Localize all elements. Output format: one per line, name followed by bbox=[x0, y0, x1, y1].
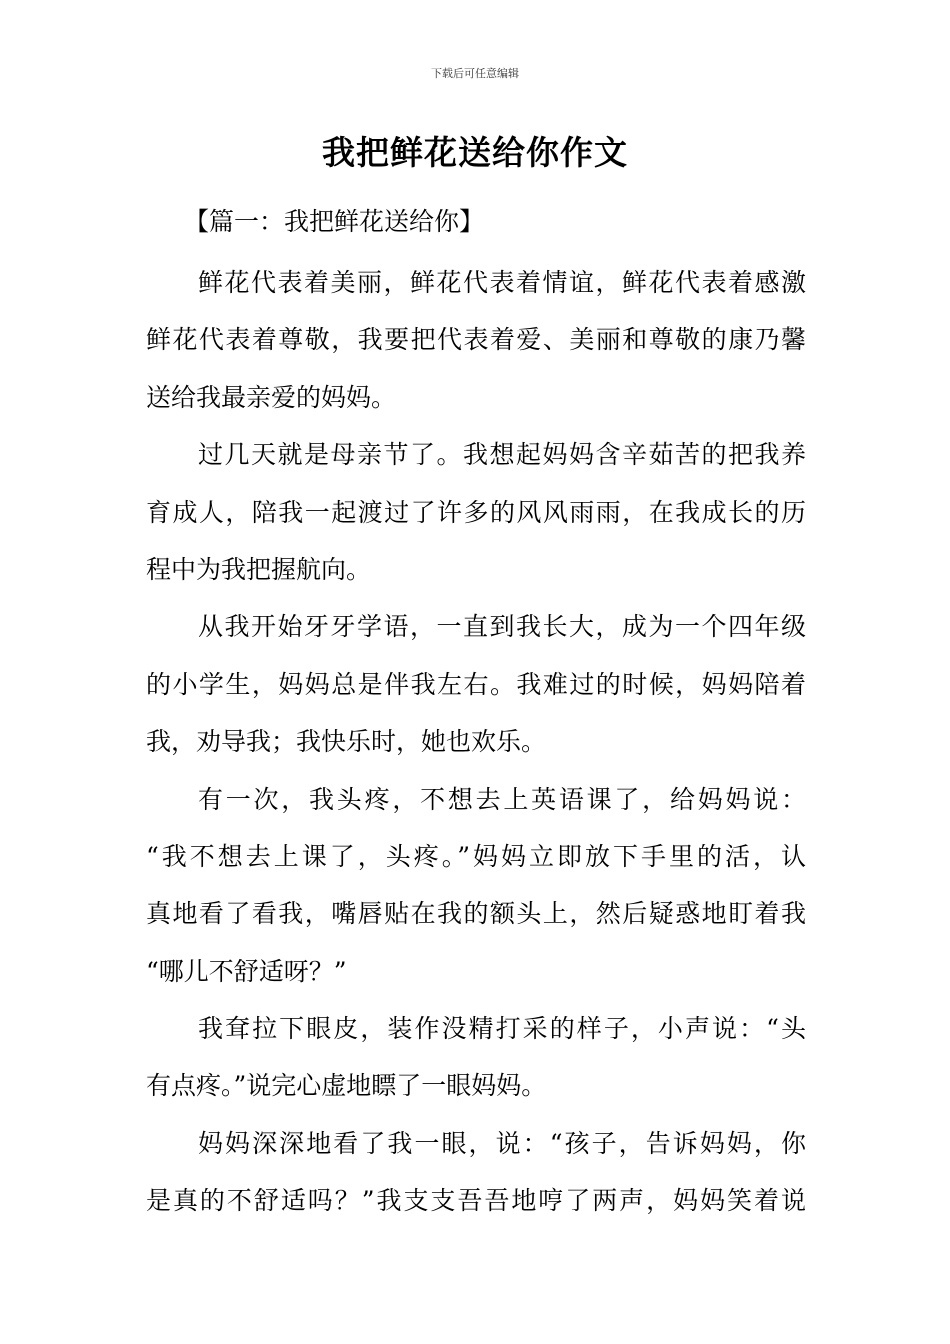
paragraph-2 bbox=[146, 426, 806, 598]
text-line: 我耷拉下眼皮，装作没精打采的样子，小声说：“头 bbox=[198, 1014, 806, 1044]
text-line: 妈妈深深地看了我一眼，说：“孩子，告诉妈妈，你 bbox=[198, 1128, 806, 1158]
text-line: 鲜花代表着美丽，鲜花代表着情谊，鲜花代表着感激 bbox=[198, 268, 806, 297]
text-line: 鲜花代表着尊敬，我要把代表着爱、美丽和尊敬的康乃馨 bbox=[146, 325, 806, 355]
text-line: 是真的不舒适吗？”我支支吾吾地哼了两声，妈妈笑着说 bbox=[146, 1186, 806, 1216]
paragraph-1 bbox=[146, 254, 806, 426]
text-line: 从我开始牙牙学语，一直到我长大，成为一个四年级 bbox=[198, 612, 806, 642]
document-body bbox=[146, 254, 806, 1230]
section-heading: 【篇一：我把鲜花送给你】 bbox=[184, 207, 485, 236]
text-line: 过几天就是母亲节了。我想起妈妈含辛茹苦的把我养 bbox=[198, 440, 806, 470]
header-note: 下载后可任意编辑 bbox=[431, 67, 519, 80]
text-line: 有一次，我头疼，不想去上英语课了，给妈妈说： bbox=[198, 784, 806, 814]
paragraph-3 bbox=[146, 598, 806, 770]
text-line: 我，劝导我；我快乐时，她也欢乐。 bbox=[146, 727, 547, 757]
text-line: 有点疼。”说完心虚地瞟了一眼妈妈。 bbox=[146, 1071, 547, 1101]
text-line: 的小学生，妈妈总是伴我左右。我难过的时候，妈妈陪着 bbox=[146, 669, 806, 699]
paragraph-4 bbox=[146, 771, 806, 1001]
text-line: 程中为我把握航向。 bbox=[146, 554, 372, 584]
document-title: 我把鲜花送给你作文 bbox=[322, 133, 628, 172]
text-line: “我不想去上课了，头疼。”妈妈立即放下手里的活，认 bbox=[146, 841, 806, 871]
text-line: 育成人，陪我一起渡过了许多的风风雨雨，在我成长的历 bbox=[146, 497, 806, 527]
text-line: “哪儿不舒适呀？” bbox=[146, 956, 347, 986]
paragraph-5 bbox=[146, 1000, 806, 1115]
text-line: 送给我最亲爱的妈妈。 bbox=[146, 382, 397, 412]
text-line: 真地看了看我，嘴唇贴在我的额头上，然后疑惑地盯着我 bbox=[146, 899, 806, 929]
paragraph-6 bbox=[146, 1115, 806, 1230]
